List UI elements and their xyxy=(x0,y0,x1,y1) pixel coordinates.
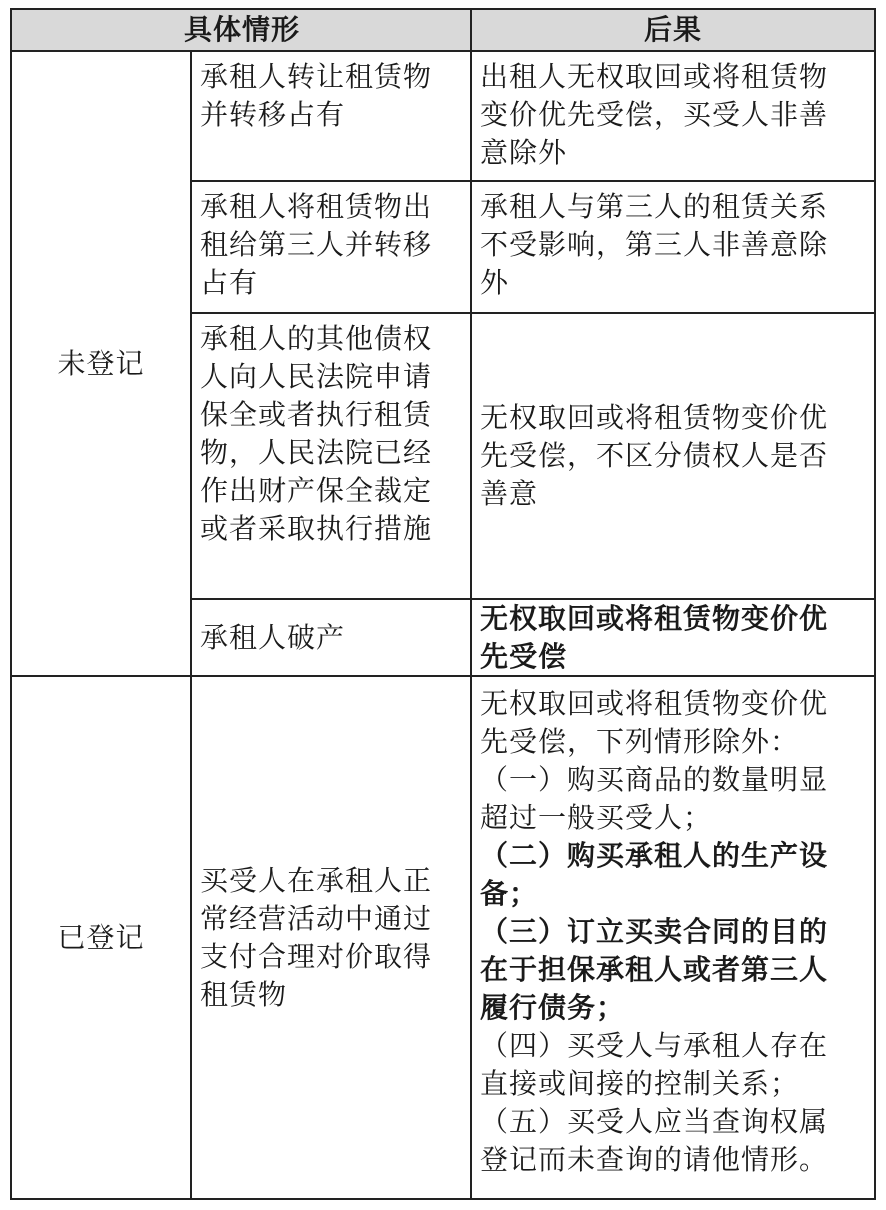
consequence-line-bold: 履行债务； xyxy=(480,991,626,1024)
situation-cell xyxy=(192,677,470,1198)
situation-line: 租赁物 xyxy=(200,977,288,1011)
consequence-line: 承租人与第三人的租赁关系 xyxy=(480,190,829,223)
situation-line: 支付合理对价取得 xyxy=(200,939,433,973)
consequence-cell xyxy=(472,600,874,675)
consequence-line: 无权取回或将租赁物变价优 xyxy=(480,401,829,434)
situation-cell xyxy=(192,600,470,675)
consequence-line: （五）买受人应当查询权属 xyxy=(480,1105,829,1138)
situation-cell xyxy=(192,314,470,598)
consequence-cell xyxy=(472,677,874,1198)
consequence-line: 意除外 xyxy=(480,136,568,169)
consequence-line: 无权取回或将租赁物变价优 xyxy=(480,602,829,635)
header-situation: 具体情形 xyxy=(12,10,472,50)
consequence-cell xyxy=(472,52,874,180)
situation-line: 作出财产保全裁定 xyxy=(200,474,433,507)
situation-line: 租给第三人并转移 xyxy=(200,228,433,261)
situation-line: 物，人民法院已经 xyxy=(200,436,433,469)
consequence-table xyxy=(10,8,876,1200)
consequence-line: 无权取回或将租赁物变价优 xyxy=(480,687,829,720)
consequence-line: 先受偿，不区分债权人是否 xyxy=(480,439,829,472)
situation-line: 并转移占有 xyxy=(200,98,346,131)
consequence-line: 先受偿 xyxy=(480,640,568,673)
situation-line: 保全或者执行租赁 xyxy=(200,398,433,431)
situation-cell xyxy=(192,52,470,180)
situation-line: 承租人转让租赁物 xyxy=(200,60,433,93)
consequence-line: 外 xyxy=(480,266,510,299)
situation-line: 承租人破产 xyxy=(200,620,346,654)
consequence-line: 先受偿，下列情形除外： xyxy=(480,725,800,758)
consequence-line: 登记而未查询的请他情形。 xyxy=(480,1143,829,1176)
situation-cell xyxy=(192,182,470,312)
consequence-line-bold: （三）订立买卖合同的目的 xyxy=(480,915,829,948)
consequence-line: 不受影响，第三人非善意除 xyxy=(480,228,829,261)
consequence-line: 直接或间接的控制关系； xyxy=(480,1067,800,1100)
situation-line: 承租人将租赁物出 xyxy=(200,190,433,223)
situation-line: 人向人民法院申请 xyxy=(200,360,433,393)
situation-line: 占有 xyxy=(200,266,259,299)
consequence-line: 变价优先受偿，买受人非善 xyxy=(480,98,829,131)
situation-line: 常经营活动中通过 xyxy=(200,901,433,935)
consequence-line-bold: 备； xyxy=(480,877,539,910)
consequence-line-bold: 在于担保承租人或者第三人 xyxy=(480,953,829,986)
situation-line: 承租人的其他债权 xyxy=(200,322,433,355)
consequence-line-bold: （二）购买承租人的生产设 xyxy=(480,839,829,872)
situation-line: 买受人在承租人正 xyxy=(200,863,433,897)
consequence-line: （四）买受人与承租人存在 xyxy=(480,1029,829,1062)
consequence-line: 善意 xyxy=(480,477,539,510)
consequence-line: （一）购买商品的数量明显 xyxy=(480,763,829,796)
consequence-line: 出租人无权取回或将租赁物 xyxy=(480,60,829,93)
consequence-cell xyxy=(472,314,874,598)
category-unregistered: 未登记 xyxy=(57,346,145,380)
consequence-line: 超过一般买受人； xyxy=(480,801,713,834)
situation-text xyxy=(200,862,432,1014)
consequence-text xyxy=(472,399,834,513)
category-registered: 已登记 xyxy=(57,920,145,954)
situation-line: 或者采取执行措施 xyxy=(200,512,433,545)
header-consequence: 后果 xyxy=(472,10,874,50)
consequence-cell xyxy=(472,182,874,312)
